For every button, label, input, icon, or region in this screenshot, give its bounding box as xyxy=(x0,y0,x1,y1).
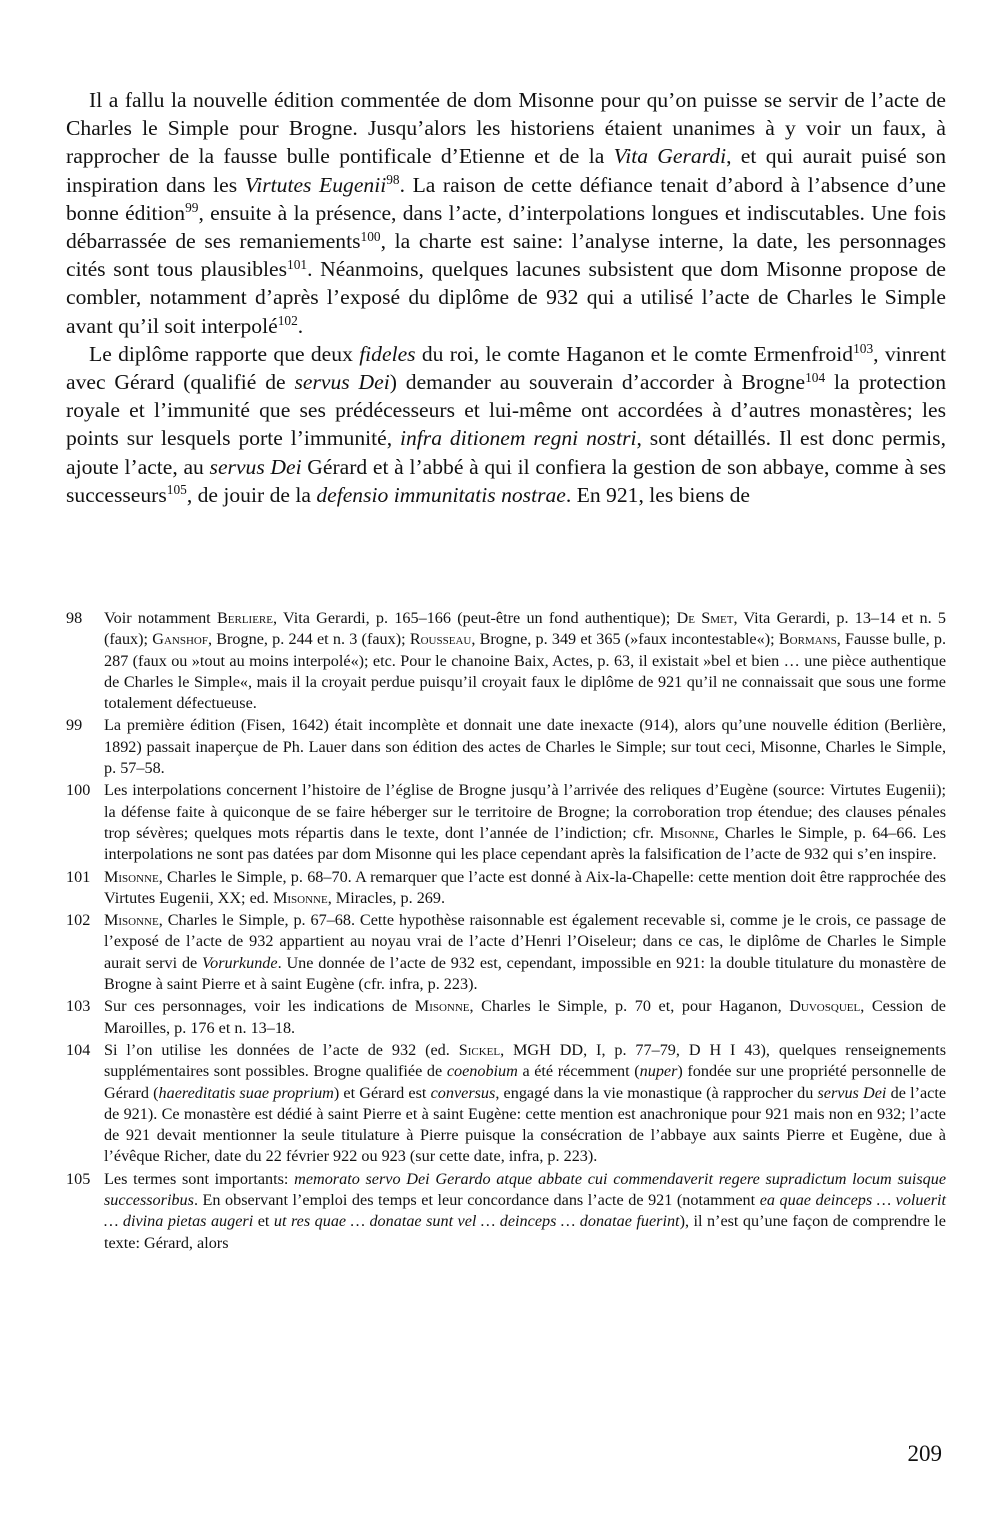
footnote-text xyxy=(104,1169,946,1254)
footnote-ref[interactable]: 99 xyxy=(185,200,199,216)
author-name: Ganshof xyxy=(152,630,208,649)
author-name: Duvosquel xyxy=(789,997,861,1016)
text-run: , MGH DD, I, p. 77–79, D H I 43), quelques renseignements supplémentaires sont possibles. Brogne qualifiée de xyxy=(104,1040,946,1081)
italic-term: haereditatis suae proprium xyxy=(158,1083,334,1102)
text-run: de l’acte de 921). Ce monastère est dédié à saint Pierre et à saint Eugène: cette mention est anachronique pour 921 mais non en 932; l’acte de 921 devait mentionner la seule titulature à Pierre puisque la consécration de l’abbaye aux saints Pierre et Eugène, due à l’évêque Richer, date du 22 février 922 ou 923 (sur cette date, infra, p. 223). xyxy=(104,1083,947,1166)
footnote-number: 102 xyxy=(66,911,91,930)
italic-term: servus Dei xyxy=(209,454,302,479)
author-name: Misonne xyxy=(104,867,159,886)
text-run: , Fausse bulle, p. 287 (faux ou »tout au moins interpolé«); etc. Pour le chanoine Baix, Actes, p. 63, il existait »bel et bien … une pièce authentique de Charles le Simple«, mais il la croyait perdue puisqu’il croyait faux le diplôme de 921 qu’il ne connaissait que sous une forme totalement défectueuse. xyxy=(104,630,947,713)
footnote-number: 99 xyxy=(66,716,83,735)
footnote-ref[interactable]: 103 xyxy=(853,341,874,357)
text-run: . xyxy=(297,313,304,338)
text-run: Voir notamment xyxy=(104,609,217,627)
footnote-number: 104 xyxy=(66,1040,91,1059)
text-run: la protection royale et l’immunité que ses prédécesseurs et lui-même ont accordées à d’autres monastères; les points sur lesquels porte l’immunité, xyxy=(66,370,946,451)
text-run: Les interpolations concernent l’histoire de l’église de Brogne jusqu’à l’arrivée des reliques d’Eugène (source: Virtutes Eugenii); la défense faite à quiconque de se faire héberger sur le territoire de Brogne; la corroboration trop étendue; des clauses pénales trop sévères; quelques mots répartis dans le texte, dont l’année de l’indiction; cfr. xyxy=(104,781,946,842)
text-run: . Néanmoins, quelques lacunes subsistent que dom Misonne propose de combler, notamment d’après l’exposé du diplôme de 932 qui a utilisé l’acte de Charles le Simple avant qu’il soit interpolé xyxy=(66,257,946,338)
footnote-number: 98 xyxy=(66,609,83,627)
text-run: . La raison de cette défiance tenait d’abord à l’absence d’une bonne édition xyxy=(66,172,947,225)
italic-term: fideles xyxy=(359,341,416,366)
text-run: , Brogne, p. 349 et 365 (»faux incontestable«); xyxy=(471,630,779,649)
author-name: Misonne xyxy=(659,823,715,842)
footnote-98 xyxy=(66,608,946,714)
text-run: Sur ces personnages, voir les indications de xyxy=(104,997,415,1016)
author-name: Berliere xyxy=(216,609,273,627)
text-run: . En observant l’emploi des temps et leur concordance dans l’acte de 921 (notamment xyxy=(193,1191,760,1210)
text-run: , Charles le Simple, p. 68–70. A remarquer que l’acte est donné à Aix-la-Chapelle: cette mention doit être rapprochée des Virtutes Eugenii, XX; ed. xyxy=(104,867,946,907)
italic-term: defensio immunitatis nostrae xyxy=(316,482,566,507)
text-run: Gérard et à l’abbé à qui il confiera la gestion de son abbaye, comme à ses successeurs xyxy=(66,454,946,507)
footnote-101 xyxy=(66,867,946,910)
italic-term: servus Dei xyxy=(294,370,390,395)
footnote-ref[interactable]: 105 xyxy=(166,482,187,498)
italic-term: infra ditionem regni nostri xyxy=(400,426,637,451)
italic-term: Vorurkunde xyxy=(202,953,278,972)
italic-term: servus Dei xyxy=(817,1083,887,1102)
main-text xyxy=(66,86,946,509)
footnote-ref[interactable]: 104 xyxy=(805,369,826,385)
author-name: Bormans xyxy=(778,630,837,649)
paragraph-2 xyxy=(66,340,946,509)
author-name: Misonne xyxy=(104,911,159,930)
text-run: , la charte est saine: l’analyse interne, la date, les personnages cités sont tous plausibles xyxy=(66,229,946,282)
footnote-number: 103 xyxy=(66,997,91,1016)
author-name: Misonne xyxy=(414,997,470,1016)
footnote-text xyxy=(104,608,946,714)
text-run: , Vita Gerardi, p. 165–166 (peut-être un fond authentique); xyxy=(272,609,677,627)
author-name: Misonne xyxy=(272,888,328,907)
footnote-text xyxy=(104,910,946,995)
text-run: , Cession de Maroilles, p. 176 et n. 13–18. xyxy=(104,997,946,1037)
footnote-100 xyxy=(66,780,946,865)
text-run: ), il n’est qu’une façon de comprendre le texte: Gérard, alors xyxy=(104,1212,946,1252)
footnote-103 xyxy=(66,996,946,1039)
text-run: , Charles le Simple, p. 67–68. Cette hypothèse raisonnable est également recevable si, comme je le crois, ce passage de l’exposé de l’acte de 932 appartient au noyau vrai de l’acte d’Henri l’Oiseleur; dans ce cas, le diplôme de Charles le Simple aurait servi de xyxy=(104,911,946,972)
text-run: , sont détaillés. Il est donc permis, ajoute l’acte, au xyxy=(66,426,946,479)
italic-term: nuper xyxy=(639,1062,678,1081)
footnote-number: 105 xyxy=(66,1169,91,1188)
italic-term: Vita Gerardi xyxy=(613,144,727,169)
text-run: , Brogne, p. 244 et n. 3 (faux); xyxy=(207,630,410,649)
footnote-number: 100 xyxy=(66,781,91,800)
text-run: , de jouir de la xyxy=(186,482,317,507)
text-run: , Miracles, p. 269. xyxy=(327,888,446,907)
footnote-105 xyxy=(66,1169,946,1254)
footnote-102 xyxy=(66,910,946,995)
footnote-ref[interactable]: 98 xyxy=(386,172,400,188)
footnote-text: La première édition (Fisen, 1642) était incomplète et donnait une date inexacte (914), alors qu’une nouvelle édition (Berlière, 1892) passait inaperçue de Ph. Lauer dans son édition des actes de Charles le Simple; sur tout ceci, Misonne, Charles le Simple, p. 57–58. xyxy=(104,716,946,778)
footnote-ref[interactable]: 100 xyxy=(360,228,381,244)
italic-term: coenobium xyxy=(446,1062,518,1081)
text-run: Le diplôme rapporte que deux xyxy=(89,341,360,366)
italic-term: ea quae deinceps … voluerit … divina pietas augeri xyxy=(104,1191,946,1231)
text-run: et xyxy=(253,1212,274,1231)
text-run: , Charles le Simple, p. 70 et, pour Haganon, xyxy=(469,997,790,1016)
text-run: . En 921, les biens de xyxy=(565,482,750,507)
footnote-104 xyxy=(66,1040,946,1168)
footnote-text xyxy=(104,867,946,910)
author-name: De Smet xyxy=(676,609,734,627)
footnote-ref[interactable]: 102 xyxy=(277,313,298,329)
footnote-ref[interactable]: 101 xyxy=(287,256,308,272)
text-run: , Charles le Simple, p. 64–66. Les interpolations ne sont pas datées par dom Misonne qui les place cependant après la falsification de l’acte de 932 qui s’en inspire. xyxy=(104,823,947,864)
footnote-text xyxy=(104,996,946,1039)
italic-term: Virtutes Eugenii xyxy=(244,172,387,197)
text-run: Si l’on utilise les données de l’acte de 932 (ed. xyxy=(104,1040,459,1059)
text-run: du roi, le comte Haganon et le comte Ermenfroid xyxy=(415,341,854,366)
footnote-text xyxy=(104,1040,946,1168)
text-run: . Une donnée de l’acte de 932 est, cependant, impossible en 921: la double titulature du monastère de Brogne à saint Pierre et à saint Eugène (cfr. infra, p. 223). xyxy=(104,953,947,994)
footnote-text xyxy=(104,780,946,865)
text-run: Les termes sont importants: xyxy=(104,1169,295,1188)
text-run: ) et Gérard est xyxy=(333,1083,431,1102)
paragraph-1 xyxy=(66,86,946,340)
italic-term: ut res quae … donatae sunt vel … deinceps … donatae fuerint xyxy=(273,1212,680,1231)
text-run: ) demander au souverain d’accorder à Brogne xyxy=(389,370,806,395)
italic-term: memorato servo Dei Gerardo atque abbate cui commendaverit regere supradictum locum suisque successoribus xyxy=(104,1169,947,1210)
author-name: Rousseau xyxy=(409,630,472,649)
text-run: , et qui aurait puisé son inspiration dans les xyxy=(66,144,946,197)
footnote-99 xyxy=(66,715,946,779)
text-run: ) fondée sur une propriété personnelle de Gérard ( xyxy=(104,1062,946,1102)
author-name: Sickel xyxy=(458,1040,501,1059)
text-run: , ensuite à la présence, dans l’acte, d’interpolations longues et indiscutables. Une fois débarrassée de ses remaniements xyxy=(66,200,946,254)
text-run: Il a fallu la nouvelle édition commentée de dom Misonne pour qu’on puisse se servir de l’acte de Charles le Simple pour Brogne. Jusqu’alors les historiens étaient unanimes à y voir un faux, à rapprocher de la fausse bulle pontificale d’Etienne et de la xyxy=(66,88,946,169)
text-run: a été récemment ( xyxy=(517,1062,640,1081)
text-run: , vinrent avec Gérard (qualifié de xyxy=(66,341,946,395)
text-run: , engagé dans la vie monastique (à rapprocher du xyxy=(495,1083,818,1102)
footnotes xyxy=(66,608,946,1255)
page-number: 209 xyxy=(907,1441,942,1466)
text-run: , Vita Gerardi, p. 13–14 et n. 5 (faux); xyxy=(104,609,946,649)
footnote-number: 101 xyxy=(66,867,91,886)
italic-term: conversus xyxy=(430,1083,496,1102)
